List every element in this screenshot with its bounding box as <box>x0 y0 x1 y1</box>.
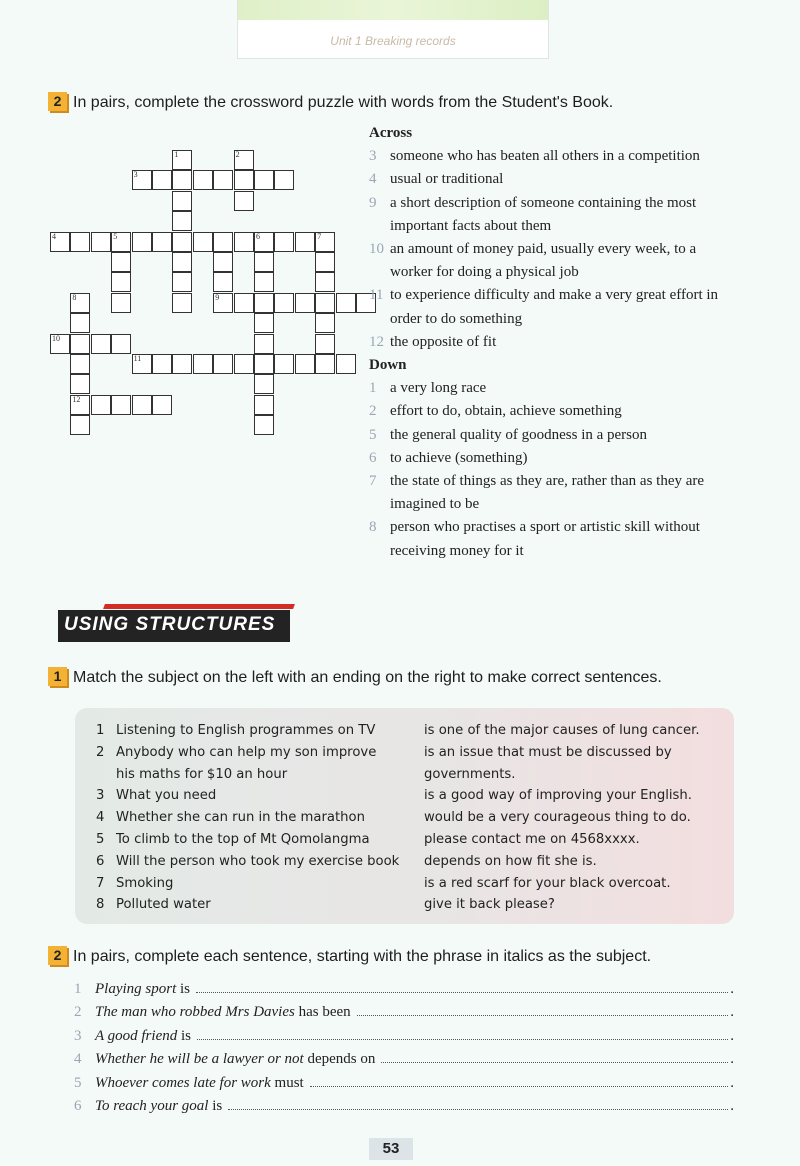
clue-text: effort to do, obtain, achieve something <box>390 403 622 420</box>
subject-text: Polluted water <box>116 897 211 913</box>
cell-number: 12 <box>72 394 81 404</box>
clue-text: someone who has beaten all others in a competition <box>390 148 700 165</box>
unit-title: Unit 1 Breaking records <box>330 34 456 48</box>
answer-blank[interactable] <box>228 1095 728 1110</box>
heading-accent <box>103 604 295 609</box>
across-clue <box>369 331 741 354</box>
clue-number: 1 <box>369 380 377 397</box>
clue-text: a short description of someone containing the most important facts about them <box>390 194 697 234</box>
section-heading <box>58 604 293 644</box>
exercise-number-badge: 2 <box>48 946 67 965</box>
crossword-cell[interactable] <box>172 170 192 190</box>
crossword-cell[interactable] <box>315 272 335 292</box>
crossword-cell[interactable] <box>172 272 192 292</box>
crossword-instruction: 2 In pairs, complete the crossword puzzle with words from the Student's Book. <box>48 92 613 112</box>
crossword-cell[interactable] <box>336 354 356 374</box>
crossword-cell[interactable] <box>132 354 152 374</box>
crossword-cell[interactable] <box>274 293 294 313</box>
crossword-cell[interactable] <box>234 150 254 170</box>
exercise-number-badge: 1 <box>48 667 67 686</box>
crossword-cell[interactable] <box>111 293 131 313</box>
sentence-end: . <box>730 1004 734 1020</box>
crossword-cell[interactable] <box>132 232 152 252</box>
exercise1-instruction: 1 Match the subject on the left with an ending on the right to make correct sentences. <box>48 667 662 687</box>
crossword-cell[interactable] <box>91 232 111 252</box>
ending-item: is one of the major causes of lung cancer. <box>424 723 700 738</box>
crossword-cell[interactable] <box>91 395 111 415</box>
subject-item <box>96 851 426 873</box>
crossword-cell[interactable] <box>70 415 90 435</box>
crossword-cell[interactable] <box>70 374 90 394</box>
clue-text: an amount of money paid, usually every week, to a worker for doing a physical job <box>390 241 697 281</box>
sentence-item <box>74 1072 734 1092</box>
crossword-cell[interactable] <box>70 232 90 252</box>
answer-blank[interactable] <box>196 978 728 993</box>
crossword-cell[interactable] <box>254 313 274 333</box>
subject-text: To climb to the top of Mt Qomolangma <box>116 831 370 847</box>
crossword-cell[interactable] <box>111 395 131 415</box>
crossword-cell[interactable] <box>213 170 233 190</box>
sentence-start: Whoever comes late for work must <box>95 1075 304 1091</box>
answer-blank[interactable] <box>357 1001 729 1016</box>
crossword-cell[interactable] <box>315 354 335 374</box>
subject-item <box>96 894 426 916</box>
clue-number: 12 <box>369 333 384 350</box>
subject-text: What you need <box>116 788 217 804</box>
item-number: 8 <box>96 897 105 913</box>
ending-item: give it back please? <box>424 897 555 913</box>
sentence-item <box>74 1001 734 1021</box>
cell-number: 5 <box>113 231 118 241</box>
down-clue <box>369 447 741 470</box>
crossword-cell[interactable] <box>172 150 192 170</box>
crossword-cell[interactable] <box>234 293 254 313</box>
crossword-cell[interactable] <box>315 313 335 333</box>
unit-header <box>237 0 549 59</box>
sentence-number: 1 <box>74 981 82 997</box>
sentence-end: . <box>730 1075 734 1091</box>
clue-number: 4 <box>369 171 377 188</box>
ending-item: would be a very courageous thing to do. <box>424 810 691 826</box>
sentence-end: . <box>730 1051 734 1067</box>
sentence-start: To reach your goal is <box>95 1098 223 1114</box>
cell-number: 8 <box>72 292 77 302</box>
down-clue <box>369 516 741 562</box>
ending-item: is an issue that must be discussed by governments. <box>424 744 672 782</box>
crossword-cell[interactable] <box>50 334 70 354</box>
crossword-cell[interactable] <box>172 191 192 211</box>
crossword-cell[interactable] <box>315 293 335 313</box>
crossword-cell[interactable] <box>295 232 315 252</box>
crossword-cell[interactable] <box>213 354 233 374</box>
clue-text: a very long race <box>390 380 487 397</box>
section-title: USING STRUCTURES <box>64 614 276 635</box>
clue-number: 7 <box>369 473 377 490</box>
crossword-cell[interactable] <box>234 170 254 190</box>
crossword-cell[interactable] <box>336 293 356 313</box>
crossword-cell[interactable] <box>111 252 131 272</box>
ending-item: depends on how fit she is. <box>424 853 597 869</box>
cell-number: 2 <box>235 150 240 159</box>
down-clue-list <box>369 377 741 563</box>
matching-box <box>75 708 734 924</box>
clue-text: person who practises a sport or artistic skill without receiving money for it <box>390 519 700 559</box>
crossword-cell[interactable] <box>172 293 192 313</box>
clue-number: 9 <box>369 194 377 211</box>
crossword-cell[interactable] <box>70 354 90 374</box>
header-decoration <box>238 0 548 20</box>
item-number: 1 <box>96 723 105 738</box>
down-clue <box>369 424 741 447</box>
ending-list <box>424 720 724 916</box>
answer-blank[interactable] <box>310 1072 729 1087</box>
clue-text: the opposite of fit <box>390 333 497 350</box>
crossword-cell[interactable] <box>315 232 335 252</box>
clue-text: the general quality of goodness in a person <box>390 426 648 443</box>
crossword-cell[interactable] <box>172 354 192 374</box>
cell-number: 11 <box>133 354 142 363</box>
down-clue <box>369 400 741 423</box>
subject-text: Will the person who took my exercise book <box>116 853 400 869</box>
page-number: 53 <box>369 1138 413 1160</box>
sentence-number: 2 <box>74 1004 82 1020</box>
item-number: 7 <box>96 875 105 891</box>
crossword-cell[interactable] <box>152 232 172 252</box>
sentence-number: 4 <box>74 1051 82 1067</box>
crossword-cell[interactable] <box>213 232 233 252</box>
across-clue <box>369 168 741 191</box>
clue-number: 10 <box>369 241 384 258</box>
clue-number: 2 <box>369 403 377 420</box>
clue-number: 6 <box>369 449 377 466</box>
subject-text: Smoking <box>116 875 174 891</box>
crossword-cell[interactable] <box>91 334 111 354</box>
sentence-start: The man who robbed Mrs Davies has been <box>95 1004 351 1020</box>
cell-number: 7 <box>317 231 322 241</box>
crossword-cell[interactable] <box>152 354 172 374</box>
sentence-item <box>74 1025 734 1045</box>
clue-number: 11 <box>369 287 384 304</box>
crossword-cell[interactable] <box>315 252 335 272</box>
crossword-cell[interactable] <box>234 354 254 374</box>
crossword-cell[interactable] <box>193 354 213 374</box>
sentence-start: A good friend is <box>95 1028 191 1044</box>
down-clue <box>369 470 741 516</box>
item-number: 5 <box>96 831 105 847</box>
sentence-start: Playing sport is <box>95 981 191 997</box>
sentence-number: 6 <box>74 1098 82 1114</box>
item-number: 2 <box>96 744 105 760</box>
clue-text: usual or traditional <box>390 171 504 188</box>
crossword-cell[interactable] <box>234 232 254 252</box>
sentence-item <box>74 978 734 998</box>
item-number: 3 <box>96 788 105 804</box>
crossword-cell[interactable] <box>132 395 152 415</box>
sentence-start: Whether he will be a lawyer or not depends on <box>95 1051 376 1067</box>
crossword-cell[interactable] <box>111 334 131 354</box>
crossword-cell[interactable] <box>254 334 274 354</box>
across-heading: Across <box>369 125 413 141</box>
sentence-end: . <box>730 1098 734 1114</box>
subject-item <box>96 829 426 851</box>
crossword-cell[interactable] <box>254 415 274 435</box>
ending-item: is a good way of improving your English. <box>424 788 692 804</box>
crossword-clues <box>369 122 741 563</box>
crossword-cell[interactable] <box>254 252 274 272</box>
sentence-end: . <box>730 1028 734 1044</box>
item-number: 6 <box>96 853 105 869</box>
across-clue <box>369 192 741 238</box>
crossword-cell[interactable] <box>295 293 315 313</box>
crossword-cell[interactable] <box>254 170 274 190</box>
subject-text: Whether she can run in the marathon <box>116 810 365 826</box>
crossword-cell[interactable] <box>295 354 315 374</box>
clue-text: the state of things as they are, rather than as they are imagined to be <box>390 473 705 513</box>
clue-number: 3 <box>369 148 377 165</box>
crossword-cell[interactable] <box>152 395 172 415</box>
crossword-cell[interactable] <box>172 252 192 272</box>
crossword-cell[interactable] <box>172 232 192 252</box>
clue-number: 8 <box>369 519 377 536</box>
crossword-cell[interactable] <box>111 272 131 292</box>
crossword-cell[interactable] <box>254 272 274 292</box>
down-heading: Down <box>369 357 407 374</box>
crossword-cell[interactable] <box>193 170 213 190</box>
sentence-item <box>74 1095 734 1115</box>
crossword-cell[interactable] <box>70 293 90 313</box>
cell-number: 9 <box>215 292 220 302</box>
crossword-cell[interactable] <box>50 232 70 252</box>
crossword-cell[interactable] <box>111 232 131 252</box>
sentence-item <box>74 1048 734 1068</box>
subject-text: Anybody who can help my son improve his maths for $10 an hour <box>116 744 377 782</box>
subject-item <box>96 742 426 786</box>
crossword-cell[interactable] <box>132 170 152 190</box>
down-clue <box>369 377 741 400</box>
clue-text: to achieve (something) <box>390 449 528 466</box>
clue-number: 5 <box>369 426 377 443</box>
answer-blank[interactable] <box>197 1025 728 1040</box>
crossword-cell[interactable] <box>274 354 294 374</box>
crossword-cell[interactable] <box>70 334 90 354</box>
answer-blank[interactable] <box>381 1048 728 1063</box>
across-clue <box>369 238 741 284</box>
crossword-cell[interactable] <box>213 272 233 292</box>
crossword-cell[interactable] <box>274 232 294 252</box>
cell-number: 4 <box>52 231 56 241</box>
crossword-cell[interactable] <box>213 252 233 272</box>
crossword-cell[interactable] <box>254 232 274 252</box>
sentence-end: . <box>730 981 734 997</box>
subject-item <box>96 807 426 829</box>
clue-text: to experience difficulty and make a very great effort in order to do something <box>390 287 719 327</box>
subject-item <box>96 873 426 895</box>
subject-item <box>96 720 426 742</box>
crossword-cell[interactable] <box>234 191 254 211</box>
crossword-cell[interactable] <box>213 293 233 313</box>
sentence-number: 3 <box>74 1028 82 1044</box>
exercise2-instruction: 2 In pairs, complete each sentence, starting with the phrase in italics as the subject. <box>48 946 651 966</box>
crossword-cell[interactable] <box>70 313 90 333</box>
item-number: 4 <box>96 810 105 826</box>
subject-item <box>96 785 426 807</box>
ending-item: is a red scarf for your black overcoat. <box>424 875 671 891</box>
across-clue <box>369 145 741 168</box>
across-clue <box>369 284 741 330</box>
cell-number: 3 <box>133 170 138 180</box>
cell-number: 10 <box>52 333 60 343</box>
crossword-cell[interactable] <box>254 374 274 394</box>
crossword-cell[interactable] <box>70 395 90 415</box>
crossword-cell[interactable] <box>254 293 274 313</box>
crossword-cell[interactable] <box>254 395 274 415</box>
crossword-cell[interactable] <box>315 334 335 354</box>
ending-item: please contact me on 4568xxxx. <box>424 831 640 847</box>
across-clue-list <box>369 145 741 354</box>
subject-text: Listening to English programmes on TV <box>116 723 376 738</box>
crossword-cell[interactable] <box>172 211 192 231</box>
crossword-cell[interactable] <box>193 232 213 252</box>
crossword-cell[interactable] <box>274 170 294 190</box>
crossword-cell[interactable] <box>152 170 172 190</box>
exercise-number-badge: 2 <box>48 92 67 111</box>
subject-list <box>96 720 426 916</box>
cell-number: 6 <box>256 231 260 241</box>
crossword-cell[interactable] <box>254 354 274 374</box>
cell-number: 1 <box>174 150 179 159</box>
sentence-number: 5 <box>74 1075 82 1091</box>
